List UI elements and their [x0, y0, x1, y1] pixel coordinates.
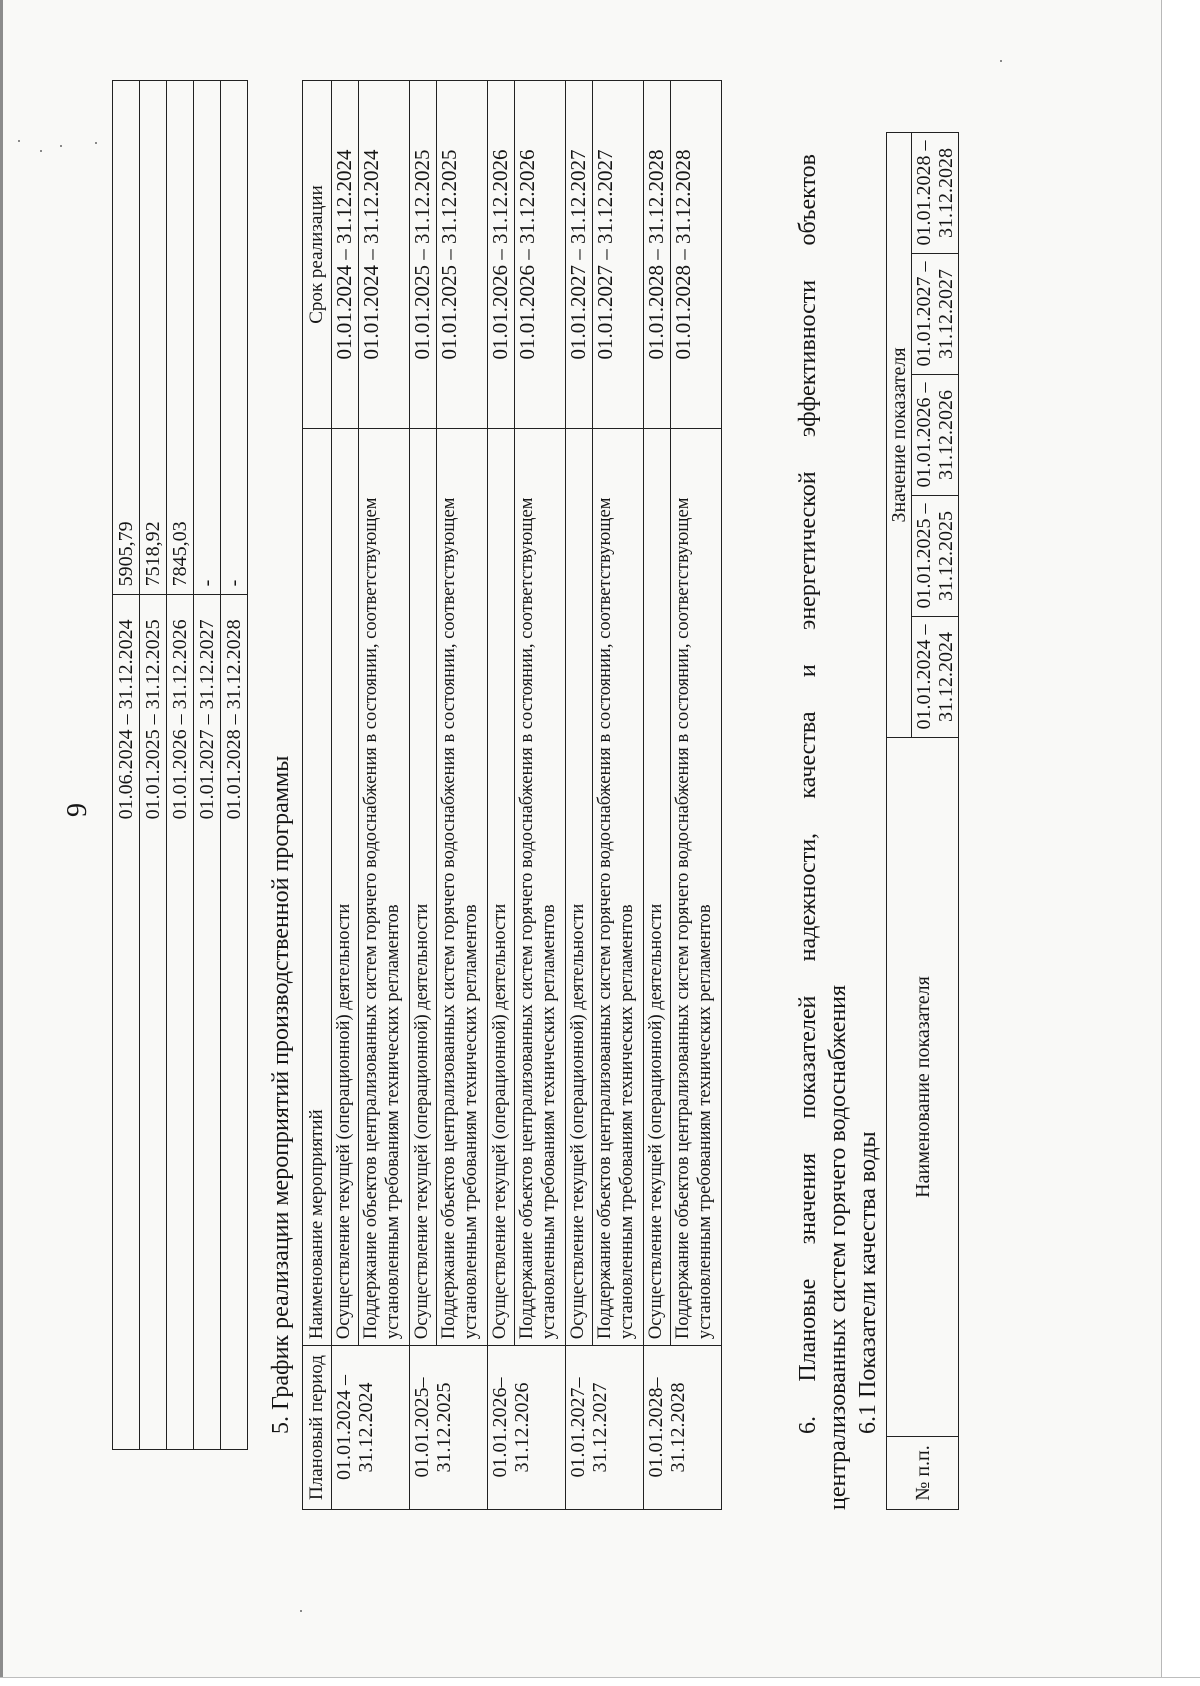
planned-period-cell: 01.01.2024 – 31.12.2024	[332, 1346, 410, 1510]
column-header-indicator-value: Значение показателя	[887, 133, 912, 738]
schedule-row	[644, 81, 671, 1510]
tariff-values-table	[112, 80, 248, 1450]
column-header-indicator-name: Наименование показателя	[887, 738, 959, 1437]
schedule-row	[671, 81, 722, 1510]
tariff-value-cell: 7845,03	[167, 81, 194, 595]
activity-name-cell: Осуществление текущей (операционной) деятельности	[332, 428, 359, 1345]
implementation-term-cell: 01.01.2026 – 31.12.2026	[515, 81, 566, 429]
schedule-row	[515, 81, 566, 1510]
schedule-row	[332, 81, 359, 1510]
planned-period-cell: 01.01.2026– 31.12.2026	[488, 1346, 566, 1510]
planned-period-cell: 01.01.2025– 31.12.2025	[410, 1346, 488, 1510]
tariff-row	[140, 81, 167, 1450]
schedule-row	[488, 81, 515, 1510]
water-quality-indicators-table	[886, 132, 959, 1510]
scan-speck	[300, 1610, 302, 1612]
activity-name-cell: Поддержание объектов централизованных систем горячего водоснабжения в состоянии, соответствующем установленным требованиям технических регламентов	[437, 428, 488, 1345]
schedule-row	[566, 81, 593, 1510]
implementation-term-cell: 01.01.2027 – 31.12.2027	[593, 81, 644, 429]
tariff-row	[113, 81, 140, 1450]
activity-name-cell: Осуществление текущей (операционной) деятельности	[410, 428, 437, 1345]
tariff-value-cell: -	[221, 81, 248, 595]
section6-heading-continued: централизованных систем горячего водоснабжения	[825, 984, 851, 1510]
activity-name-cell: Поддержание объектов централизованных систем горячего водоснабжения в состоянии, соответствующем установленным требованиям технических регламентов	[515, 428, 566, 1345]
schedule-row	[359, 81, 410, 1510]
activity-name-cell: Поддержание объектов централизованных систем горячего водоснабжения в состоянии, соответствующем установленным требованиям технических регламентов	[671, 428, 722, 1345]
activity-name-cell: Поддержание объектов централизованных систем горячего водоснабжения в состоянии, соответствующем установленным требованиям технических регламентов	[593, 428, 644, 1345]
indicator-period-header: 01.01.2025 – 31.12.2025	[912, 496, 959, 617]
activity-name-cell: Осуществление текущей (операционной) деятельности	[488, 428, 515, 1345]
page-number: 9	[62, 803, 93, 817]
tariff-row	[194, 81, 221, 1450]
column-header-number: № п.п.	[887, 1437, 959, 1510]
tariff-period-cell: 01.01.2026 – 31.12.2026	[167, 595, 194, 1450]
implementation-term-cell: 01.01.2024 – 31.12.2024	[359, 81, 410, 429]
column-header-period: Плановый период	[303, 1346, 332, 1510]
schedule-header-row	[303, 81, 332, 1510]
tariff-period-cell: 01.01.2027 – 31.12.2027	[194, 595, 221, 1450]
tariff-period-cell: 01.01.2025 – 31.12.2025	[140, 595, 167, 1450]
activity-name-cell: Осуществление текущей (операционной) деятельности	[566, 428, 593, 1345]
schedule-row	[410, 81, 437, 1510]
scan-speck	[1000, 60, 1002, 62]
tariff-value-cell: -	[194, 81, 221, 595]
column-header-name: Наименование мероприятий	[303, 428, 332, 1345]
activity-name-cell: Осуществление текущей (операционной) деятельности	[644, 428, 671, 1345]
tariff-value-cell: 7518,92	[140, 81, 167, 595]
tariff-row	[167, 81, 194, 1450]
tariff-row	[221, 81, 248, 1450]
tariff-period-cell: 01.01.2028 – 31.12.2028	[221, 595, 248, 1450]
indicator-period-header: 01.01.2028 – 31.12.2028	[912, 133, 959, 254]
planned-period-cell: 01.01.2027– 31.12.2027	[566, 1346, 644, 1510]
indicators-header-row	[887, 133, 912, 1510]
scan-right-margin	[1161, 0, 1200, 1686]
indicator-period-header: 01.01.2024 – 31.12.2024	[912, 617, 959, 738]
scan-left-border	[0, 0, 3, 1686]
implementation-term-cell: 01.01.2025 – 31.12.2025	[410, 81, 437, 429]
implementation-term-cell: 01.01.2024 – 31.12.2024	[332, 81, 359, 429]
indicator-period-header: 01.01.2026 – 31.12.2026	[912, 375, 959, 496]
tariff-period-cell: 01.06.2024 – 31.12.2024	[113, 595, 140, 1450]
column-header-term: Срок реализации	[303, 81, 332, 429]
section6-heading: 6. Плановые значения показателей надежности, качества и энергетической эффективности объектов	[795, 154, 821, 1434]
scan-speck	[40, 150, 42, 152]
planned-period-cell: 01.01.2028– 31.12.2028	[644, 1346, 722, 1510]
implementation-term-cell: 01.01.2028 – 31.12.2028	[644, 81, 671, 429]
scan-speck	[18, 140, 20, 142]
activity-name-cell: Поддержание объектов централизованных систем горячего водоснабжения в состоянии, соответствующем установленным требованиям технических регламентов	[359, 428, 410, 1345]
schedule-row	[593, 81, 644, 1510]
indicator-period-header: 01.01.2027 – 31.12.2027	[912, 254, 959, 375]
tariff-value-cell: 5905,79	[113, 81, 140, 595]
schedule-table	[302, 80, 722, 1510]
subsection-6-1-heading: 6.1 Показатели качества воды	[855, 1131, 881, 1434]
implementation-term-cell: 01.01.2025 – 31.12.2025	[437, 81, 488, 429]
implementation-term-cell: 01.01.2027 – 31.12.2027	[566, 81, 593, 429]
schedule-row	[437, 81, 488, 1510]
implementation-term-cell: 01.01.2026 – 31.12.2026	[488, 81, 515, 429]
rotated-document-page	[60, 80, 1010, 1540]
section5-heading: 5. График реализации мероприятий производственной программы	[268, 755, 294, 1434]
scan-bottom-margin	[0, 1677, 1200, 1686]
implementation-term-cell: 01.01.2028 – 31.12.2028	[671, 81, 722, 429]
